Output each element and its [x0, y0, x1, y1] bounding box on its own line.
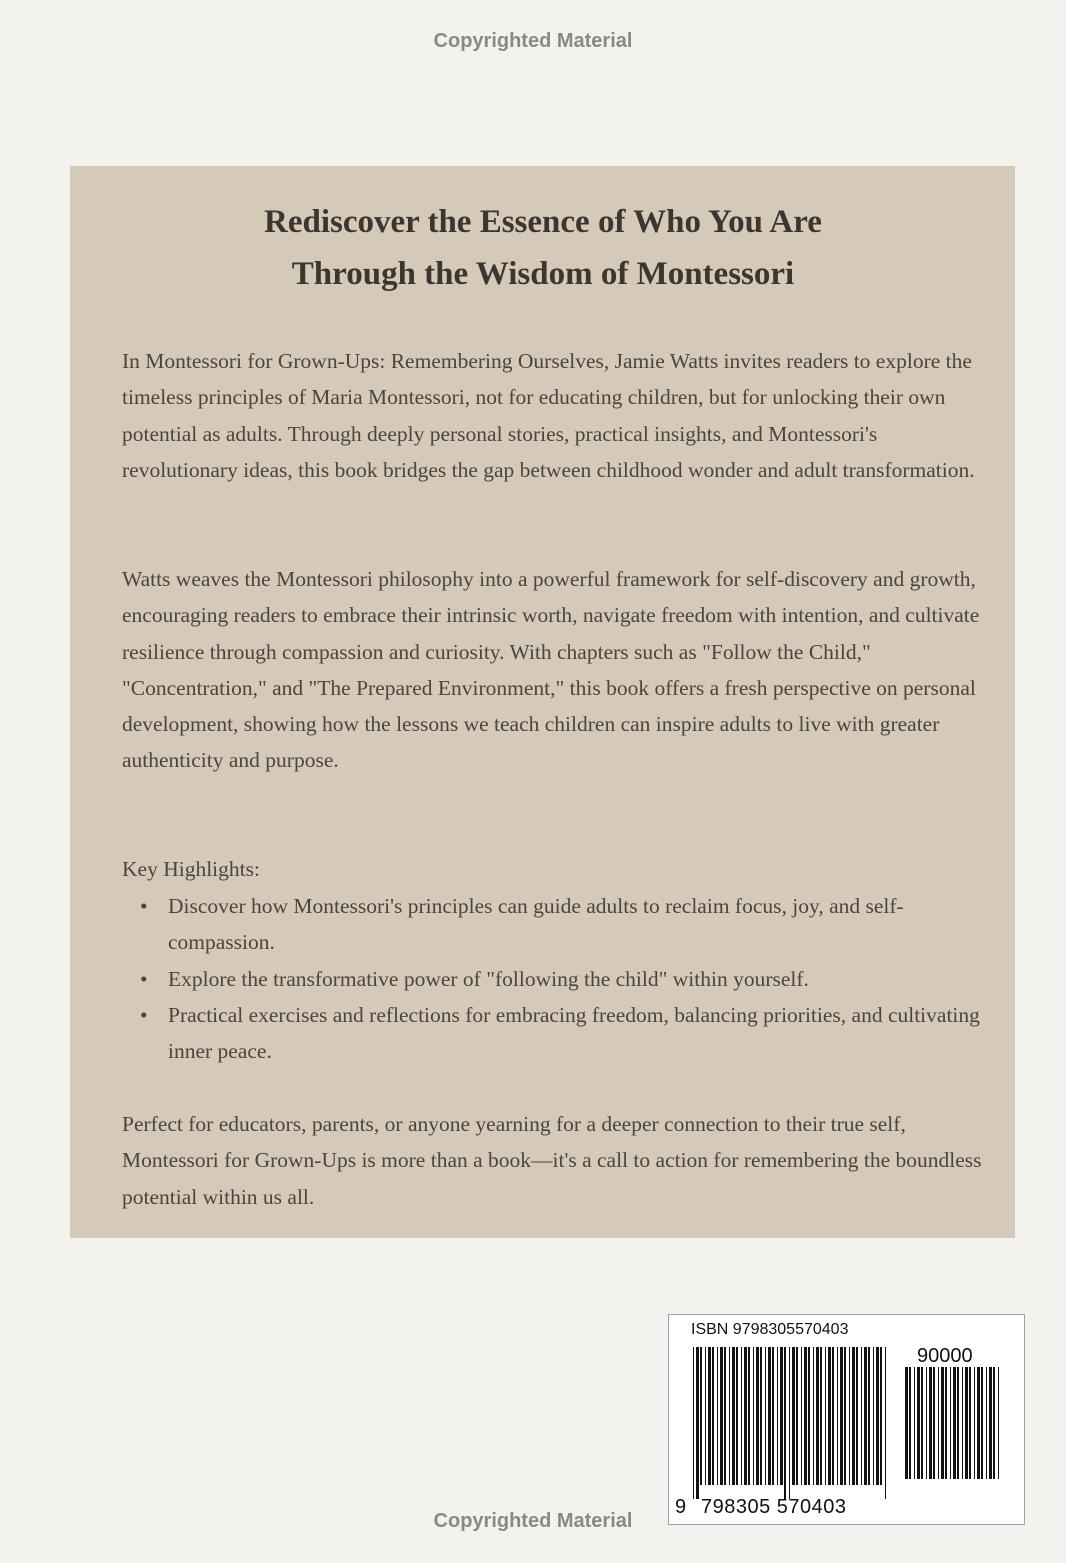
headline-line-2: Through the Wisdom of Montessori	[291, 256, 795, 292]
bullet-icon: •	[140, 966, 148, 991]
barcode-bar	[760, 1347, 762, 1485]
barcode-bar	[693, 1347, 694, 1499]
paragraph-philosophy: Watts weaves the Montessori philosophy into a powerful framework for self-discovery and growth, encouraging readers to embrace their intrinsic worth, navigate freedom with intention, and cultivate resilience through compassion and curiosity. With chapters such as "Follow the Child," "Concentration," and "The Prepared Environment," this book offers a fresh perspective on personal development, showing how the lessons we teach children can inspire adults to live with greater authenticity and purpose.	[122, 567, 980, 773]
barcode-bar	[720, 1347, 723, 1485]
barcode-bar	[917, 1367, 920, 1479]
barcode-bar	[768, 1347, 771, 1485]
paragraph-closing: Perfect for educators, parents, or anyone yearning for a deeper connection to their true self, Montessori for Grown-Ups is more than a book—it's a call to action for remembering the boundless potential within us all.	[122, 1112, 982, 1209]
barcode-bar	[962, 1367, 963, 1479]
barcode-bar	[880, 1347, 882, 1485]
barcode-bar	[849, 1347, 850, 1485]
barcode-bar	[708, 1347, 711, 1485]
barcode-bar	[921, 1367, 923, 1479]
barcode-bar	[885, 1347, 886, 1499]
barcode-bar	[736, 1347, 738, 1485]
barcode-addon-bars	[905, 1367, 1001, 1493]
barcode-bar	[945, 1367, 947, 1479]
barcode-bar	[813, 1347, 814, 1485]
barcode-bar	[741, 1347, 742, 1485]
barcode-bar	[696, 1347, 699, 1499]
key-highlights-list	[140, 888, 990, 1069]
barcode-bar	[950, 1367, 951, 1479]
barcode-bar	[840, 1347, 843, 1485]
barcode-bar	[705, 1347, 706, 1485]
barcode-bar	[909, 1367, 911, 1479]
barcode-bar	[914, 1367, 915, 1479]
barcode-bar	[729, 1347, 730, 1485]
barcode-bar	[804, 1347, 807, 1485]
barcode-bar	[772, 1347, 774, 1485]
barcode-digit-group-1: 798305	[701, 1496, 771, 1518]
barcode-bar	[986, 1367, 987, 1479]
barcode-bar	[993, 1367, 995, 1479]
barcode-bar	[856, 1347, 858, 1485]
headline	[0, 196, 1066, 300]
isbn-label: ISBN 9798305570403	[691, 1321, 849, 1338]
highlight-text: Explore the transformative power of "following the child" within yourself.	[168, 966, 809, 991]
barcode-bar	[941, 1367, 944, 1479]
barcode-bar	[789, 1347, 790, 1499]
highlight-text: Practical exercises and reflections for embracing freedom, balancing priorities, and cultivating inner peace.	[168, 1002, 980, 1064]
barcode-bar	[953, 1367, 956, 1479]
list-item	[140, 997, 990, 1070]
headline-line-1: Rediscover the Essence of Who You Are	[264, 204, 822, 240]
barcode-bar	[808, 1347, 810, 1485]
bullet-icon: •	[140, 1002, 148, 1027]
barcode-bar	[844, 1347, 846, 1485]
barcode-bar	[820, 1347, 822, 1485]
barcode-bar	[828, 1347, 831, 1485]
barcode-bar	[957, 1367, 959, 1479]
list-item	[140, 888, 990, 961]
bullet-icon: •	[140, 894, 148, 918]
barcode-bar	[796, 1347, 798, 1485]
barcode-bar	[777, 1347, 778, 1485]
barcode-bar	[825, 1347, 826, 1485]
barcode-bar	[744, 1347, 747, 1485]
barcode-bar	[969, 1367, 971, 1479]
barcode-bar	[732, 1347, 735, 1485]
list-item	[140, 961, 990, 997]
barcode-bar	[864, 1347, 867, 1485]
barcode-bar	[974, 1367, 975, 1479]
barcode-bar	[876, 1347, 879, 1485]
barcode-bar	[981, 1367, 983, 1479]
barcode-digit-group-2: 570403	[776, 1496, 847, 1518]
barcode-bar	[753, 1347, 754, 1485]
barcode-bar	[837, 1347, 838, 1485]
barcode-bar	[868, 1347, 870, 1485]
barcode-digit-first: 9	[675, 1496, 687, 1518]
copyright-watermark-bottom: Copyrighted Material	[433, 1510, 633, 1532]
highlight-text: Discover how Montessori's principles can guide adults to reclaim focus, joy, and self-compassion.	[168, 894, 904, 955]
barcode-bar	[717, 1347, 718, 1485]
barcode-bar	[801, 1347, 802, 1485]
barcode-bar	[965, 1367, 968, 1479]
barcode-bar	[905, 1367, 908, 1479]
barcode-bar	[998, 1367, 999, 1479]
barcode-bar	[700, 1347, 702, 1485]
copyright-watermark-top: Copyrighted Material	[433, 30, 633, 52]
barcode-bar	[832, 1347, 834, 1485]
barcode-bar	[929, 1367, 932, 1479]
key-highlights-label: Key Highlights:	[122, 857, 260, 881]
barcode-bar	[792, 1347, 795, 1485]
barcode-bar	[938, 1367, 939, 1479]
barcode-bar	[861, 1347, 862, 1485]
barcode-bar	[724, 1347, 726, 1485]
price-code: 90000	[917, 1345, 973, 1367]
barcode-bar	[926, 1367, 927, 1479]
barcode-bar	[933, 1367, 935, 1479]
barcode-bar	[780, 1347, 783, 1485]
barcode-bar	[784, 1347, 786, 1499]
barcode-bar	[756, 1347, 759, 1485]
barcode-bar	[977, 1367, 980, 1479]
barcode-bar	[852, 1347, 855, 1485]
barcode-bar	[712, 1347, 714, 1485]
isbn-barcode	[668, 1314, 1025, 1525]
barcode-main-bars	[693, 1347, 889, 1499]
barcode-bar	[816, 1347, 819, 1485]
barcode-bar	[748, 1347, 750, 1485]
barcode-bar	[989, 1367, 992, 1479]
paragraph-intro: In Montessori for Grown-Ups: Remembering Ourselves, Jamie Watts invites readers to explore the timeless principles of Maria Montessori, not for educating children, but for unlocking their own potential as adults. Through deeply personal stories, practical insights, and Montessori's revolutionary ideas, this book bridges the gap between childhood wonder and adult transformation.	[122, 349, 975, 482]
barcode-bar	[873, 1347, 874, 1485]
barcode-bar	[765, 1347, 766, 1485]
